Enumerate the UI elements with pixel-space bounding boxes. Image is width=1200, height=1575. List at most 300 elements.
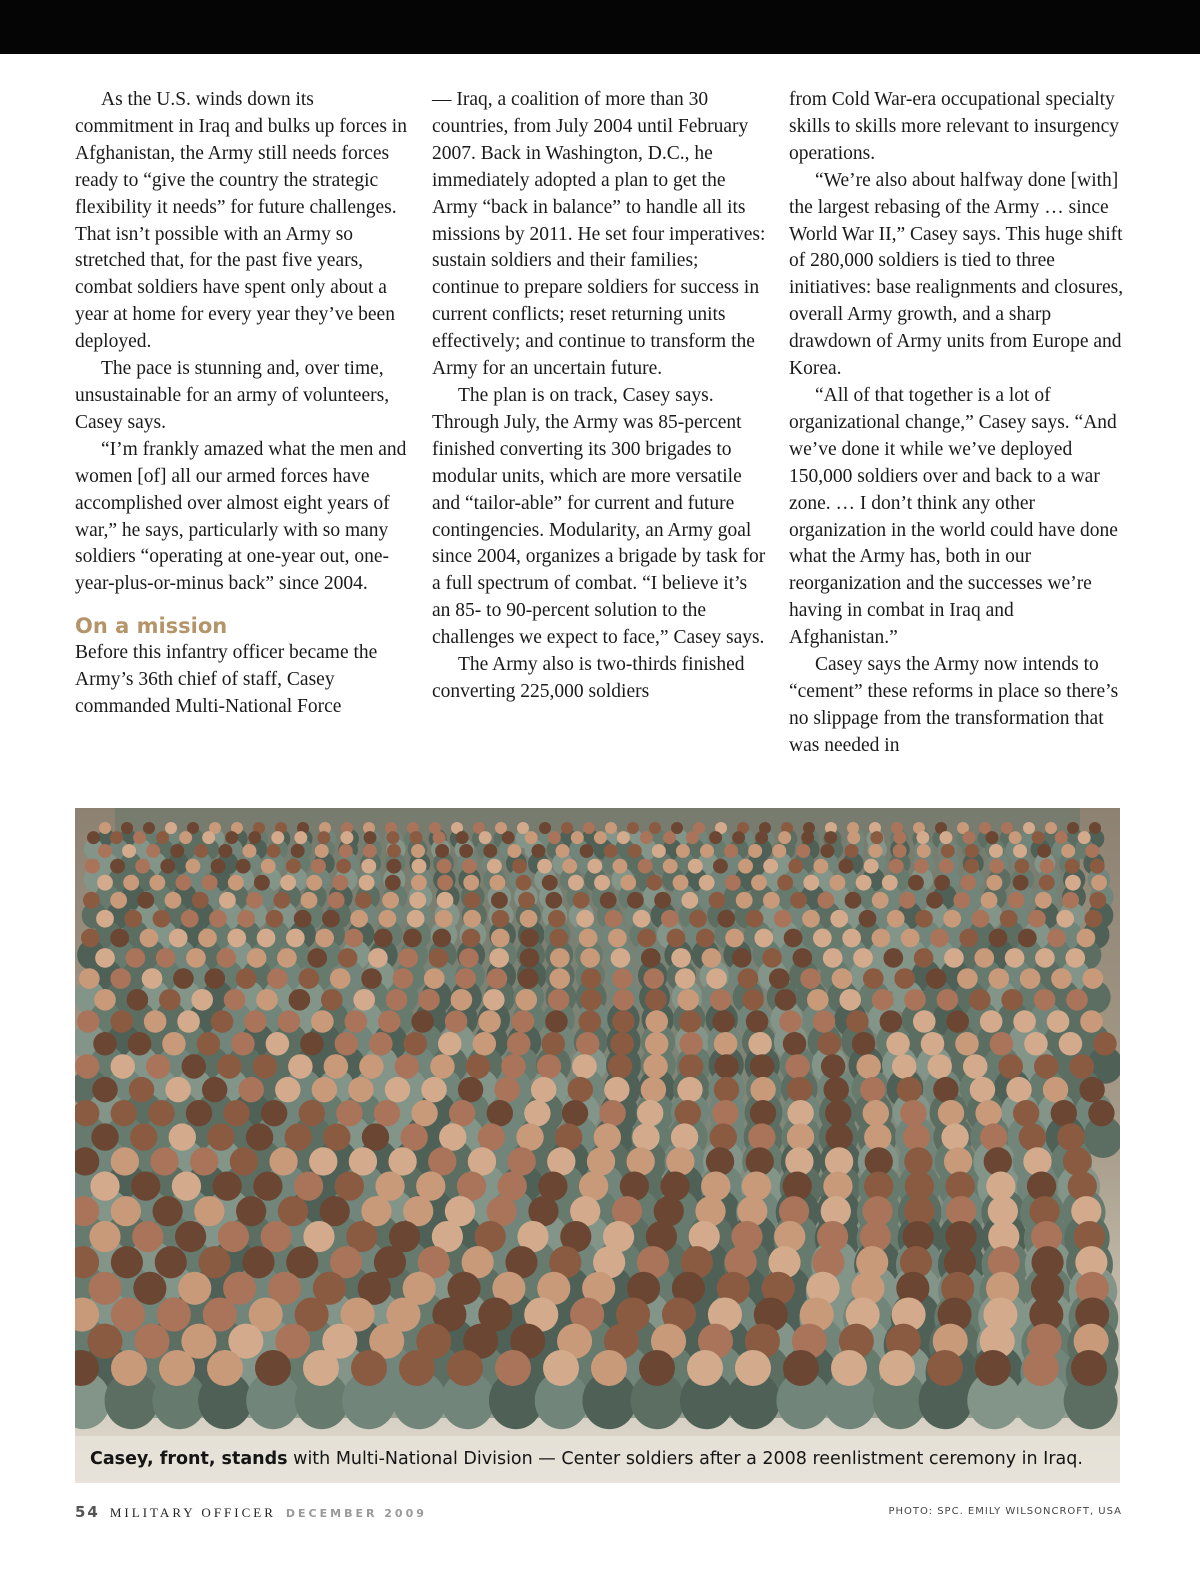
soldier-head: [872, 929, 891, 948]
soldier-head: [137, 892, 154, 909]
soldier-head: [901, 929, 920, 948]
soldier-head: [571, 831, 584, 844]
soldier-head: [581, 968, 602, 989]
soldier-head: [129, 1077, 154, 1102]
soldier-head: [369, 1032, 393, 1056]
soldier-head: [181, 910, 199, 928]
soldier-head: [93, 1032, 117, 1056]
soldier-head: [847, 831, 860, 844]
soldier-head: [681, 892, 698, 909]
soldier-head: [1089, 892, 1106, 909]
soldier-head: [688, 859, 703, 874]
article-body: [75, 87, 1125, 792]
soldier-head: [340, 831, 353, 844]
soldier-head: [537, 1054, 561, 1078]
soldier-head: [981, 892, 998, 909]
soldier-head: [456, 831, 469, 844]
soldier-head: [778, 831, 791, 844]
soldier-head: [178, 1272, 211, 1305]
soldier-head: [339, 844, 353, 858]
soldier-head: [194, 844, 208, 858]
soldier-head: [1083, 968, 1104, 989]
soldier-head: [1005, 948, 1025, 968]
soldier-head: [627, 822, 639, 834]
soldier-head: [231, 1032, 255, 1056]
soldier-head: [85, 859, 100, 874]
soldier-head: [1080, 1010, 1103, 1033]
soldier-head: [831, 1350, 867, 1386]
soldier-head: [1040, 859, 1055, 874]
soldier-head: [572, 1054, 596, 1078]
soldier-head: [1001, 989, 1023, 1011]
soldier-head: [1057, 1123, 1084, 1150]
soldier-head: [520, 910, 538, 928]
soldier-head: [204, 968, 225, 989]
soldier-head: [549, 968, 570, 989]
soldier-head: [839, 859, 854, 874]
article-column-3: [789, 87, 1124, 760]
soldier-head: [587, 1147, 615, 1175]
soldier-head: [111, 1196, 141, 1226]
soldier-head: [1047, 929, 1066, 948]
soldier-head: [568, 1077, 593, 1102]
soldier-head: [349, 1147, 377, 1175]
soldier-head: [800, 968, 821, 989]
soldiers-group-photo: [75, 808, 1120, 1483]
soldier-head: [643, 968, 664, 989]
soldier-head: [255, 1350, 291, 1386]
soldier-head: [321, 989, 343, 1011]
soldier-head: [1028, 910, 1046, 928]
soldier-head: [502, 831, 515, 844]
soldier-head: [612, 1010, 635, 1033]
soldier-head: [1078, 831, 1091, 844]
caption-bold: Casey, front, stands: [90, 1449, 288, 1469]
soldier-head: [489, 948, 509, 968]
soldier-head: [714, 1077, 739, 1102]
soldier-head: [750, 1054, 774, 1078]
soldier-head: [941, 844, 955, 858]
soldier-head: [363, 831, 376, 844]
soldier-head: [124, 910, 142, 928]
soldier-head: [491, 929, 510, 948]
soldier-head: [628, 844, 642, 858]
soldier-head: [880, 1010, 903, 1033]
soldier-head: [1088, 1100, 1114, 1126]
soldier-head: [266, 910, 284, 928]
soldier-head: [591, 1350, 627, 1386]
soldier-head: [541, 1032, 565, 1056]
soldier-head: [247, 948, 267, 968]
soldier-head: [579, 929, 598, 948]
soldier-head: [990, 1032, 1014, 1056]
soldier-head: [783, 1350, 819, 1386]
soldier-head: [955, 1032, 979, 1056]
soldier-head: [604, 844, 618, 858]
photo-credit: PHOTO: SPC. EMILY WILSONCROFT, USA: [888, 1506, 1122, 1517]
article-column-1: [75, 87, 410, 721]
soldier-head: [447, 1350, 483, 1386]
soldier-head: [886, 1032, 910, 1056]
soldier-head: [640, 831, 653, 844]
soldier-head: [299, 968, 320, 989]
soldier-head: [547, 1147, 575, 1175]
soldier-head: [1093, 1032, 1117, 1056]
soldier-head: [323, 1123, 350, 1150]
soldier-head: [677, 1077, 702, 1102]
soldier-head: [393, 968, 414, 989]
soldier-head: [965, 844, 979, 858]
soldier-head: [387, 831, 400, 844]
soldier-head: [368, 948, 388, 968]
soldier-head: [675, 968, 696, 989]
soldier-head: [1009, 831, 1022, 844]
soldier-head: [495, 1350, 531, 1386]
soldier-head: [312, 1077, 337, 1102]
soldier-head: [198, 929, 217, 948]
soldier-head: [548, 910, 566, 928]
soldier-head: [969, 989, 991, 1011]
soldier-head: [466, 1054, 490, 1078]
soldier-head: [738, 859, 753, 874]
soldier-head: [679, 1010, 702, 1033]
soldier-head: [190, 1147, 218, 1175]
soldier-head: [1085, 910, 1103, 928]
soldier-head: [926, 892, 943, 909]
soldier-head: [939, 831, 952, 844]
soldier-head: [520, 929, 539, 948]
soldier-head: [173, 968, 194, 989]
photo-caption: [75, 1436, 1120, 1483]
soldier-head: [883, 948, 903, 968]
soldier-head: [385, 875, 401, 891]
soldier-head: [817, 892, 834, 909]
magazine-name: MILITARY OFFICER: [109, 1505, 276, 1520]
soldier-head: [751, 875, 767, 891]
caption-text: with Multi-National Division — Center soldiers after a 2008 reenlistment ceremony in Iraq.: [287, 1449, 1083, 1469]
soldier-head: [974, 948, 994, 968]
soldier-head: [478, 1123, 505, 1150]
soldier-head: [379, 910, 397, 928]
soldier-head: [897, 1077, 922, 1102]
soldier-head: [445, 1010, 468, 1033]
soldier-head: [156, 831, 169, 844]
soldier-head: [675, 1100, 701, 1126]
soldier-head: [643, 1054, 667, 1078]
soldier-head: [863, 968, 884, 989]
soldier-head: [987, 875, 1003, 891]
soldier-head: [92, 1077, 117, 1102]
soldier-head: [330, 968, 351, 989]
soldier-head: [856, 1054, 880, 1078]
soldier-head: [583, 822, 595, 834]
soldier-head: [149, 875, 165, 891]
soldier-head: [706, 968, 727, 989]
soldier-head: [549, 929, 568, 948]
soldier-head: [516, 1123, 543, 1150]
soldier-head: [111, 1147, 139, 1175]
soldier-head: [311, 859, 326, 874]
soldier-head: [742, 989, 764, 1011]
soldier-head: [518, 892, 535, 909]
soldier-head: [939, 859, 954, 874]
soldier-head: [701, 1172, 730, 1201]
soldier-head: [785, 1054, 809, 1078]
soldier-head: [1085, 844, 1099, 858]
soldier-head: [1051, 968, 1072, 989]
soldier-head: [785, 1147, 813, 1175]
soldier-head: [256, 989, 278, 1011]
soldier-head: [548, 831, 561, 844]
soldier-head: [750, 1077, 775, 1102]
soldier-head: [709, 892, 726, 909]
soldier-head: [172, 1172, 201, 1201]
soldier-head: [359, 875, 375, 891]
soldier-head: [1014, 859, 1029, 874]
soldier-head: [353, 989, 375, 1011]
soldier-head: [236, 859, 251, 874]
section-subhead: On a mission: [75, 614, 228, 639]
soldier-head: [483, 844, 497, 858]
soldier-head: [248, 831, 261, 844]
soldier-head: [1035, 892, 1052, 909]
soldier-head: [491, 910, 509, 928]
soldier-head: [944, 1147, 972, 1175]
soldier-head: [88, 1272, 121, 1305]
soldier-head: [359, 1054, 383, 1078]
soldier-head: [306, 875, 322, 891]
soldier-head: [435, 844, 449, 858]
soldier-head: [561, 822, 573, 834]
soldier-head: [162, 1032, 186, 1056]
soldier-head: [269, 1147, 297, 1175]
soldier-head: [750, 1100, 776, 1126]
soldier-head: [944, 948, 964, 968]
soldier-head: [845, 844, 859, 858]
soldier-head: [807, 989, 829, 1011]
soldier-head: [191, 989, 213, 1011]
soldier-head: [1020, 968, 1041, 989]
soldier-head: [489, 875, 505, 891]
soldier-head: [984, 1147, 1012, 1175]
soldier-head: [775, 989, 797, 1011]
soldier-head: [517, 822, 529, 834]
soldier-head: [524, 1100, 550, 1126]
soldier-head: [1061, 844, 1075, 858]
soldier-head: [763, 859, 778, 874]
soldier-head: [1034, 1054, 1058, 1078]
soldier-head: [218, 844, 232, 858]
soldier-head: [787, 1100, 813, 1126]
soldier-head: [90, 1172, 119, 1201]
soldier-head: [613, 859, 628, 874]
soldier-head: [738, 968, 759, 989]
soldier-head: [411, 875, 427, 891]
soldier-head: [913, 1010, 936, 1033]
soldier-head: [1090, 859, 1105, 874]
soldier-head: [211, 1010, 234, 1033]
soldier-head: [165, 892, 182, 909]
soldier-head: [1068, 1172, 1097, 1201]
soldier-head: [679, 1032, 703, 1056]
paragraph: from Cold War-era occupational specialty skills to skills more relevant to insurgency operations.: [789, 89, 1120, 164]
soldier-head: [989, 844, 1003, 858]
soldier-head: [213, 1172, 242, 1201]
soldier-head: [478, 1010, 501, 1033]
soldier-head: [714, 1032, 738, 1056]
soldier-head: [825, 1100, 851, 1126]
soldier-head: [1065, 875, 1081, 891]
soldier-head: [512, 1010, 535, 1033]
soldier-head: [169, 929, 188, 948]
soldier-head: [175, 1221, 206, 1252]
soldier-head: [908, 875, 924, 891]
soldier-head: [550, 948, 570, 968]
soldier-head: [288, 1054, 312, 1078]
soldier-head: [1018, 929, 1037, 948]
soldier-head: [209, 910, 227, 928]
soldier-head: [83, 892, 100, 909]
soldier-head: [652, 844, 666, 858]
soldier-head: [539, 822, 551, 834]
soldier-head: [860, 1077, 885, 1102]
soldier-head: [712, 1100, 738, 1126]
soldier-head: [774, 910, 792, 928]
soldier-head: [403, 929, 422, 948]
soldier-head: [548, 989, 570, 1011]
soldier-head: [202, 831, 215, 844]
soldier-head: [1079, 1077, 1104, 1102]
soldier-head: [732, 948, 752, 968]
soldier-head: [242, 1246, 274, 1278]
soldier-head: [859, 910, 877, 928]
soldier-head: [608, 1054, 632, 1078]
soldier-head: [348, 1077, 373, 1102]
soldier-head: [211, 859, 226, 874]
soldier-head: [545, 1010, 568, 1033]
soldier-head: [801, 831, 814, 844]
soldier-head: [1023, 1350, 1059, 1386]
soldier-head: [926, 968, 947, 989]
soldier-head: [986, 831, 999, 844]
soldier-head: [355, 892, 372, 909]
soldier-head: [289, 989, 311, 1011]
soldier-head: [604, 910, 622, 928]
soldier-head: [813, 859, 828, 874]
soldier-head: [933, 1077, 958, 1102]
soldier-head: [638, 859, 653, 874]
soldier-head: [483, 989, 505, 1011]
soldier-head: [531, 1077, 556, 1102]
soldier-head: [487, 1100, 513, 1126]
crowd-illustration: [75, 808, 1120, 1483]
soldier-head: [207, 1123, 234, 1150]
soldier-head: [1043, 1077, 1068, 1102]
soldier-head: [937, 989, 959, 1011]
soldier-head: [315, 929, 334, 948]
soldier-head: [299, 1100, 325, 1126]
soldier-head: [236, 968, 257, 989]
soldier-head: [335, 1032, 359, 1056]
soldier-head: [620, 875, 636, 891]
soldier-head: [267, 968, 288, 989]
soldier-head: [324, 1054, 348, 1078]
soldier-head: [411, 1010, 434, 1033]
soldier-head: [576, 910, 594, 928]
soldier-head: [825, 1123, 852, 1150]
soldier-head: [435, 910, 453, 928]
soldier-head: [1024, 1032, 1048, 1056]
soldier-head: [311, 1010, 334, 1033]
soldier-head: [989, 929, 1008, 948]
soldier-head: [605, 822, 617, 834]
soldier-head: [1077, 929, 1096, 948]
soldier-head: [135, 859, 150, 874]
soldier-head: [266, 1032, 290, 1056]
soldier-head: [964, 859, 979, 874]
soldier-head: [253, 1054, 277, 1078]
soldier-head: [1067, 822, 1079, 834]
soldier-head: [788, 859, 803, 874]
paragraph: Casey says the Army now intends to “cement” these reforms in place so there’s no slippage from the transformation that was needed in: [789, 654, 1119, 756]
soldier-head: [779, 1010, 802, 1033]
soldier-head: [280, 875, 296, 891]
soldier-head: [143, 822, 155, 834]
soldier-head: [239, 1077, 264, 1102]
soldier-head: [735, 1350, 771, 1386]
soldier-head: [111, 1298, 145, 1332]
soldier-head: [433, 831, 446, 844]
soldier-head: [177, 1010, 200, 1033]
soldier-head: [1066, 989, 1088, 1011]
soldier-head: [458, 1077, 483, 1102]
soldier-head: [473, 1032, 497, 1056]
soldier-head: [903, 1123, 930, 1150]
soldier-head: [746, 910, 764, 928]
soldier-head: [165, 822, 177, 834]
soldier-head: [608, 929, 627, 948]
soldier-head: [146, 1054, 170, 1078]
soldier-head: [350, 910, 368, 928]
soldier-head: [627, 1147, 655, 1175]
soldier-head: [869, 844, 883, 858]
soldier-head: [199, 1246, 231, 1278]
top-black-bar: [0, 0, 1200, 54]
soldier-head: [1089, 822, 1101, 834]
soldier-head: [724, 844, 738, 858]
soldier-head: [1051, 1100, 1077, 1126]
soldier-head: [736, 892, 753, 909]
soldier-head: [645, 989, 667, 1011]
soldier-head: [762, 948, 782, 968]
soldier-head: [386, 859, 401, 874]
soldier-head: [889, 859, 904, 874]
soldier-head: [77, 1010, 100, 1033]
soldier-head: [887, 910, 905, 928]
soldier-head: [309, 1147, 337, 1175]
soldier-head: [531, 844, 545, 858]
soldier-head: [294, 910, 312, 928]
soldier-head: [87, 1324, 122, 1359]
soldier-head: [345, 1010, 368, 1033]
soldier-head: [823, 1077, 848, 1102]
soldier-head: [627, 892, 644, 909]
soldier-head: [1059, 1032, 1083, 1056]
soldier-head: [537, 859, 552, 874]
soldier-head: [98, 844, 112, 858]
soldier-head: [555, 1123, 582, 1150]
soldier-head: [864, 859, 879, 874]
